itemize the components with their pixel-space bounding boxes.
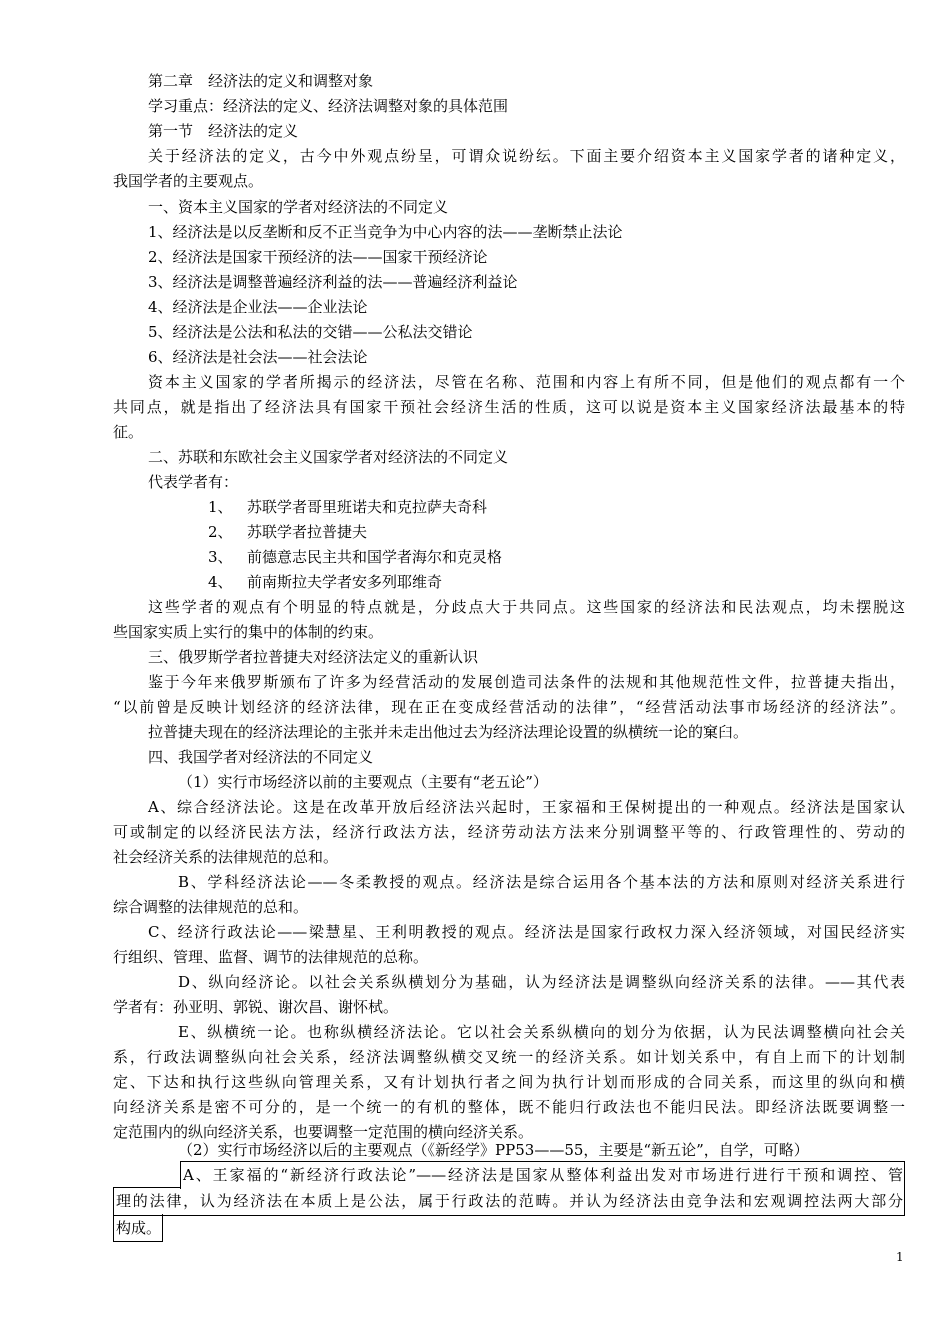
scholar-number: 3、 [208,548,233,566]
paragraph-line: 定范围内的纵向经济关系，也要调整一定范围的横向经济关系。 [113,1123,534,1141]
paragraph-line: 征。 [113,423,144,441]
paragraph-line: B、学科经济法论——冬柔教授的观点。经济法是综合运用各个基本法的方法和原则对经济关系进行 [178,873,905,891]
paragraph-line: A、综合经济法论。这是在改革开放后经济法兴起时，王家福和王保树提出的一种观点。经济法是国家认 [148,798,905,816]
list-item: 6、经济法是社会法——社会法论 [148,348,368,366]
list-item: 1、经济法是以反垄断和反不正当竞争为中心内容的法——垄断禁止法论 [148,223,623,241]
intro-paragraph-end: 我国学者的主要观点。 [113,172,264,190]
paragraph-line: 鉴于今年来俄罗斯颁布了许多为经营活动的发展创造司法条件的法规和其他规范性文件，拉普捷夫指出， [148,673,905,691]
subheading-after-market-economy: （2）实行市场经济以后的主要观点（《新经学》PP53——55，主要是“新五论”，自学，可略） [178,1141,809,1159]
heading-chinese-definitions: 四、我国学者对经济法的不同定义 [148,748,374,766]
paragraph-line: 构成。 [116,1219,162,1237]
intro-paragraph: 关于经济法的定义，古今中外观点纷呈，可谓众说纷纭。下面主要介绍资本主义国家学者的诸种定义， [148,147,905,165]
box-border [113,1214,905,1216]
box-border [113,1187,181,1189]
paragraph-line: 理的法律，认为经济法在本质上是公法，属于行政法的范畴。并认为经济法由竞争法和宏观调控法两大部分 [116,1192,903,1210]
paragraph-line: 资本主义国家的学者所揭示的经济法，尽管在名称、范围和内容上有所不同，但是他们的观点都有一个 [148,373,905,391]
paragraph-line: A、王家福的“新经济行政法论”——经济法是国家从整体利益出发对市场进行进行干预和调控、管 [183,1166,903,1184]
paragraph-line: 共同点，就是指出了经济法具有国家干预社会经济生活的性质，这可以说是资本主义国家经济法最基本的特 [113,398,905,416]
scholar-number: 1、 [208,498,233,516]
heading-capitalist-definitions: 一、资本主义国家的学者对经济法的不同定义 [148,198,449,216]
paragraph-line: 向经济关系是密不可分的，是一个统一的有机的整体，既不能归行政法也不能归民法。即经济法既要调整一 [113,1098,905,1116]
paragraph-line: 行组织、管理、监督、调节的法律规范的总称。 [113,948,429,966]
paragraph-line: “以前曾是反映计划经济的经济法律，现在正在变成经营活动的法律”，“经营活动法事市场经济的经济法”。 [113,698,905,716]
list-item: 2、经济法是国家干预经济的法——国家干预经济论 [148,248,488,266]
scholar-item: 苏联学者哥里班诺夫和克拉萨夫奇科 [247,498,488,516]
scholar-item: 前德意志民主共和国学者海尔和克灵格 [247,548,503,566]
study-focus: 学习重点：经济法的定义、经济法调整对象的具体范围 [148,97,509,115]
scholar-item: 前南斯拉夫学者安多列耶维奇 [247,573,443,591]
scholar-item: 苏联学者拉普捷夫 [247,523,368,541]
paragraph-line: 综合调整的法律规范的总和。 [113,898,309,916]
paragraph-line: 定、下达和执行这些纵向管理关系，又有计划执行者之间为执行计划而形成的合同关系，而这里的纵向和横 [113,1073,905,1091]
list-item: 3、经济法是调整普遍经济利益的法——普遍经济利益论 [148,273,518,291]
list-item: 4、经济法是企业法——企业法论 [148,298,368,316]
chapter-title: 第二章 经济法的定义和调整对象 [148,72,374,90]
paragraph-line: 拉普捷夫现在的经济法理论的主张并未走出他过去为经济法理论设置的纵横统一论的窠臼。 [148,723,749,741]
heading-soviet-definitions: 二、苏联和东欧社会主义国家学者对经济法的不同定义 [148,448,509,466]
paragraph-line: 可或制定的以经济民法方法，经济行政法方法，经济劳动法方法来分别调整平等的、行政管理性的、劳动的 [113,823,905,841]
page-number: 1 [896,1250,904,1264]
paragraph-line: 社会经济关系的法律规范的总和。 [113,848,339,866]
section-title: 第一节 经济法的定义 [148,122,299,140]
paragraph-line: 这些学者的观点有个明显的特点就是，分歧点大于共同点。这些国家的经济法和民法观点，均未摆脱这 [148,598,905,616]
scholar-number: 2、 [208,523,233,541]
heading-russian-redefinition: 三、俄罗斯学者拉普捷夫对经济法定义的重新认识 [148,648,479,666]
paragraph-line: D、纵向经济论。以社会关系纵横划分为基础，认为经济法是调整纵向经济关系的法律。——其代表 [178,973,905,991]
scholar-number: 4、 [208,573,233,591]
paragraph-line: 学者有：孙亚明、郭锐、谢次昌、谢怀栻。 [113,998,399,1016]
list-item: 5、经济法是公法和私法的交错——公私法交错论 [148,323,473,341]
paragraph-line: C、经济行政法论——梁慧星、王利明教授的观点。经济法是国家行政权力深入经济领域，对国民经济实 [148,923,905,941]
paragraph-line: E、纵横统一论。也称纵横经济法论。它以社会关系纵横向的划分为依据，认为民法调整横向社会关 [178,1023,905,1041]
paragraph-line: 系，行政法调整纵向社会关系，经济法调整纵横交叉统一的经济关系。如计划关系中，有自上而下的计划制 [113,1048,905,1066]
subheading-before-market-economy: （1）实行市场经济以前的主要观点（主要有“老五论”） [178,773,548,791]
paragraph-line: 些国家实质上实行的集中的体制的约束。 [113,623,384,641]
representatives-label: 代表学者有： [148,473,239,491]
